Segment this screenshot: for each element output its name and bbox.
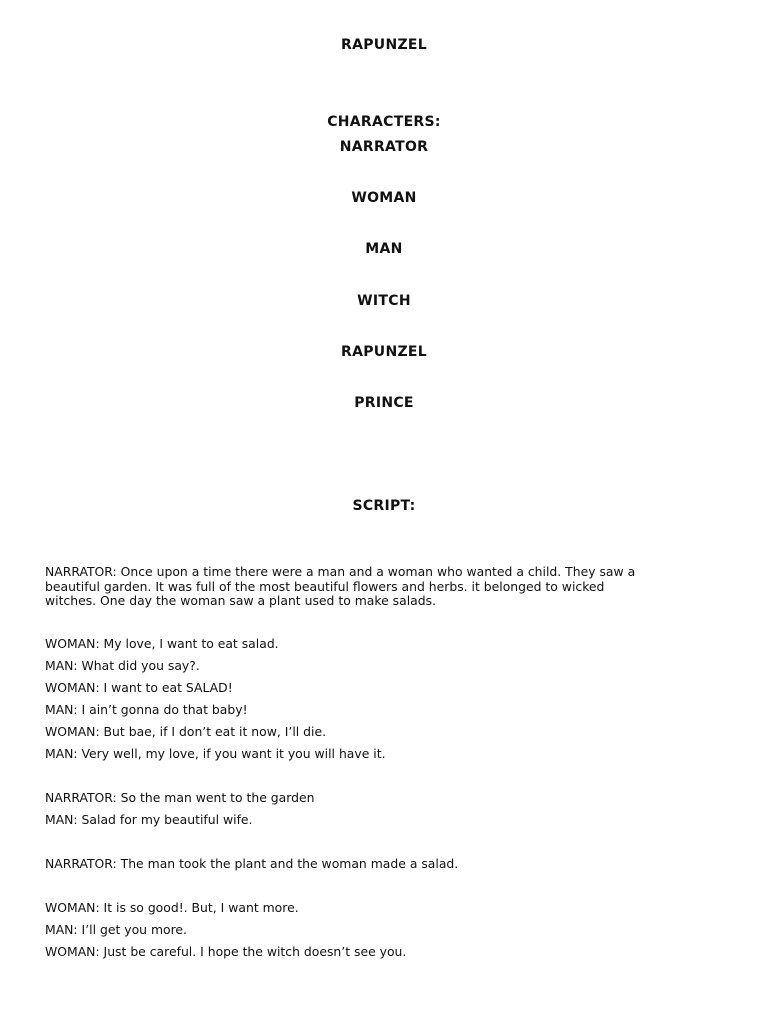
characters-heading: CHARACTERS: [327, 114, 441, 130]
script-line: WOMAN: Just be careful. I hope the witch doesn’t see you. [45, 944, 407, 959]
character-rapunzel: RAPUNZEL [341, 344, 427, 360]
character-narrator: NARRATOR [339, 139, 429, 155]
character-woman: WOMAN [351, 190, 417, 206]
script-line: WOMAN: I want to eat SALAD! [45, 680, 233, 695]
script-line: MAN: Salad for my beautiful wife. [45, 812, 253, 827]
character-prince: PRINCE [354, 395, 414, 411]
script-line: MAN: I’ll get you more. [45, 922, 187, 937]
script-line: MAN: Very well, my love, if you want it you will have it. [45, 746, 386, 761]
narration-paragraph [45, 565, 735, 609]
script-line: WOMAN: My love, I want to eat salad. [45, 636, 279, 651]
script-line: NARRATOR: So the man went to the garden [45, 790, 315, 805]
script-heading: SCRIPT: [352, 498, 416, 514]
character-witch: WITCH [357, 293, 411, 309]
page-title: RAPUNZEL [341, 37, 427, 53]
character-man: MAN [365, 241, 403, 257]
script-line: MAN: I ain’t gonna do that baby! [45, 702, 248, 717]
script-line: NARRATOR: The man took the plant and the woman made a salad. [45, 856, 459, 871]
script-line: WOMAN: But bae, if I don’t eat it now, I’ll die. [45, 724, 327, 739]
script-line: MAN: What did you say?. [45, 658, 200, 673]
narration-line: beautiful garden. It was full of the most beautiful flowers and herbs. it belonged to wicked [45, 578, 605, 594]
narration-line: witches. One day the woman saw a plant used to make salads. [45, 593, 437, 608]
script-line: WOMAN: It is so good!. But, I want more. [45, 900, 299, 915]
narration-line: NARRATOR: Once upon a time there were a man and a woman who wanted a child. They saw a [45, 564, 636, 579]
